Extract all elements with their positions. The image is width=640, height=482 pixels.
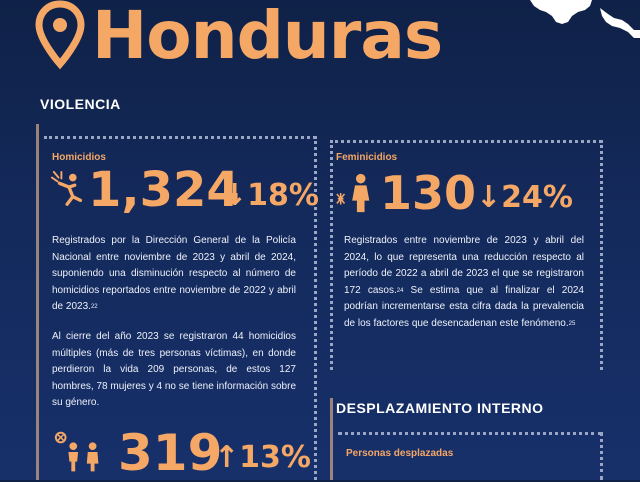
multiples-change: ↑13% xyxy=(214,440,311,475)
homicide-figure-icon xyxy=(50,170,88,208)
feminicidios-box-left xyxy=(330,140,333,370)
multiple-victims-icon xyxy=(52,430,110,474)
footnote-ref: 24 xyxy=(396,287,404,294)
desplazamiento-label: Personas desplazadas xyxy=(346,448,454,459)
footnote-ref: 22 xyxy=(90,304,98,310)
feminicidios-description: Registrados entre noviembre de 2023 y abril del 2024, lo que representa una reducción respecto al período de 2022 a abril de 2023 el que se registraron 172 casos.$^{24}$ Se estima que al finalizar el 2024 podrían incrementarse esta cifra dada la prevalencia de los factores que desencadenan este fenómeno.$^{25}$ xyxy=(344,235,584,329)
feminicidios-value: 130 xyxy=(380,166,477,220)
homicidios-value: 1,324 xyxy=(88,162,240,218)
section-divider xyxy=(330,398,333,480)
section-heading-desplazamiento: DESPLAZAMIENTO INTERNO xyxy=(336,400,544,416)
desplazamiento-box-top xyxy=(338,432,602,435)
location-pin-icon xyxy=(34,0,86,70)
multiples-value: 319 xyxy=(118,424,223,482)
homicidios-multiples-description: Al cierre del año 2023 se registraron 44 homicidios múltiples (más de tres personas víctimas), en donde perdieron la vida 209 personas, de estos 127 hombres, 78 mujeres y 4 no se tiene información sobre su género. xyxy=(52,331,297,408)
woman-figure-icon xyxy=(334,172,376,214)
page-title xyxy=(34,0,442,74)
homicidios-change: ↓18% xyxy=(222,178,319,213)
feminicidios-box-top xyxy=(330,140,602,143)
homicidios-description: Registrados por la Dirección General de la Policía Nacional entre noviembre de 2023 y abril de 2024, suponiendo una disminución respecto al número de homicidios reportados entre noviembre de 2022 y abril de 2023.22 xyxy=(52,235,296,312)
feminicidios-label: Feminicidios xyxy=(336,152,398,163)
feminicidios-change: ↓24% xyxy=(476,180,573,215)
central-america-map-icon xyxy=(530,0,640,40)
feminicidios-box-right xyxy=(600,140,603,370)
desplazamiento-box-right xyxy=(600,432,603,480)
homicidios-label: Homicidios xyxy=(52,152,106,163)
homicidios-box-top xyxy=(44,136,316,139)
section-heading-violencia: VIOLENCIA xyxy=(40,96,121,112)
footnote-ref: 25 xyxy=(568,320,576,327)
section-divider xyxy=(36,124,39,480)
country-name: Honduras xyxy=(92,0,443,74)
